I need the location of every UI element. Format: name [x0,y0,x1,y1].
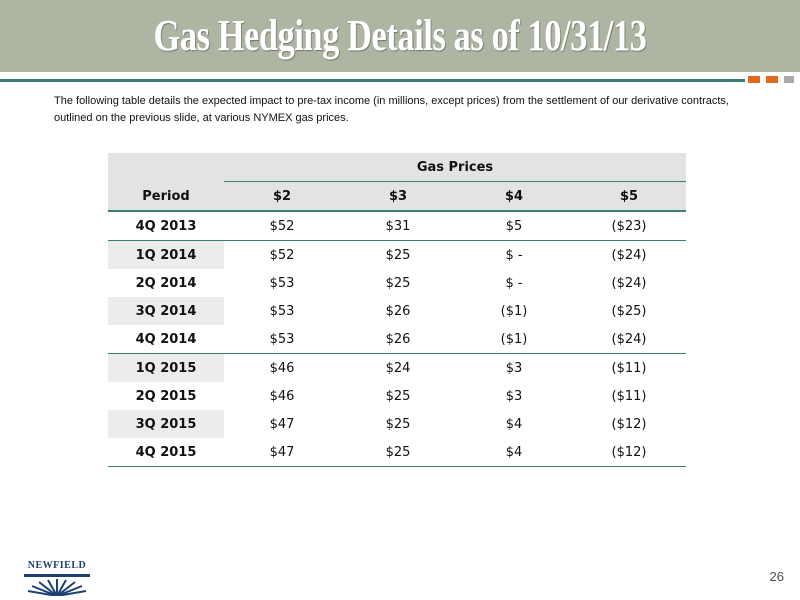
row-value: $46 [224,354,340,383]
row-value: $5 [505,218,523,234]
row-value: $53 [269,303,295,319]
row-value: $52 [269,218,295,234]
row-value: $25 [385,275,411,291]
row-period: 4Q 2013 [135,218,197,234]
col-header-price: $3 [340,182,456,212]
table-row [108,297,686,325]
table-row [108,354,686,383]
row-value: $47 [269,416,295,432]
table-row [108,211,686,241]
row-period: 1Q 2014 [108,241,224,270]
gas-hedging-table [108,153,686,467]
table-row [108,269,686,297]
col-header-price: $2 [224,182,340,212]
row-value: $47 [224,438,340,467]
row-value: ($24) [572,241,686,270]
row-value: $ - [456,241,572,270]
row-value: ($23) [611,218,647,234]
accent-square-gray [784,76,794,83]
logo-text: NEWFIELD [27,560,87,571]
row-value: $25 [385,416,411,432]
row-value: $4 [505,416,523,432]
table-row [108,241,686,270]
table-row [108,382,686,410]
row-period: 2Q 2015 [135,388,197,404]
row-value: $24 [340,354,456,383]
row-value: ($1) [500,331,528,347]
row-value: $25 [340,438,456,467]
row-value: ($1) [500,303,528,319]
period-header: Period [108,153,224,211]
intro-paragraph: The following table details the expected impact to pre-tax income (in millions, except prices) from the settlement of our derivative contracts, outlined on the previous slide, at various NYMEX gas prices. [54,95,729,124]
row-period: 3Q 2015 [108,410,224,438]
col-header-price: $4 [456,182,572,212]
row-value: ($25) [611,303,647,319]
row-value: $26 [385,303,411,319]
table-row [108,438,686,467]
row-value: ($11) [611,388,647,404]
row-value: $4 [456,438,572,467]
row-value: ($12) [572,438,686,467]
row-value: $53 [269,275,295,291]
accent-square-orange-2 [766,76,778,83]
col-header-price: $5 [572,182,686,212]
row-value: $3 [456,354,572,383]
row-period: 2Q 2014 [135,275,197,291]
row-period: 3Q 2014 [108,297,224,325]
row-value: ($24) [611,331,647,347]
table-group-header-row [108,153,686,182]
row-value: $31 [385,218,411,234]
row-value: $25 [385,388,411,404]
page-number: 26 [769,569,784,584]
newfield-logo [20,560,94,596]
row-value: $ - [505,275,523,291]
row-period: 1Q 2015 [108,354,224,383]
row-value: $53 [269,331,295,347]
sunburst-logo-icon [20,572,94,596]
table-row [108,325,686,354]
row-value: $25 [340,241,456,270]
row-period: 4Q 2014 [135,331,197,347]
row-value: ($24) [611,275,647,291]
row-period: 4Q 2015 [108,438,224,467]
row-value: ($12) [611,416,647,432]
gas-prices-header: Gas Prices [224,153,686,182]
row-value: ($11) [572,354,686,383]
slide-title: Gas Hedging Details as of 10/31/13 [153,11,647,60]
accent-square-orange-1 [748,76,760,83]
row-value: $52 [224,241,340,270]
row-value: $3 [505,388,523,404]
row-value: $46 [269,388,295,404]
row-value: $26 [385,331,411,347]
table-row [108,410,686,438]
title-underline [0,79,745,82]
